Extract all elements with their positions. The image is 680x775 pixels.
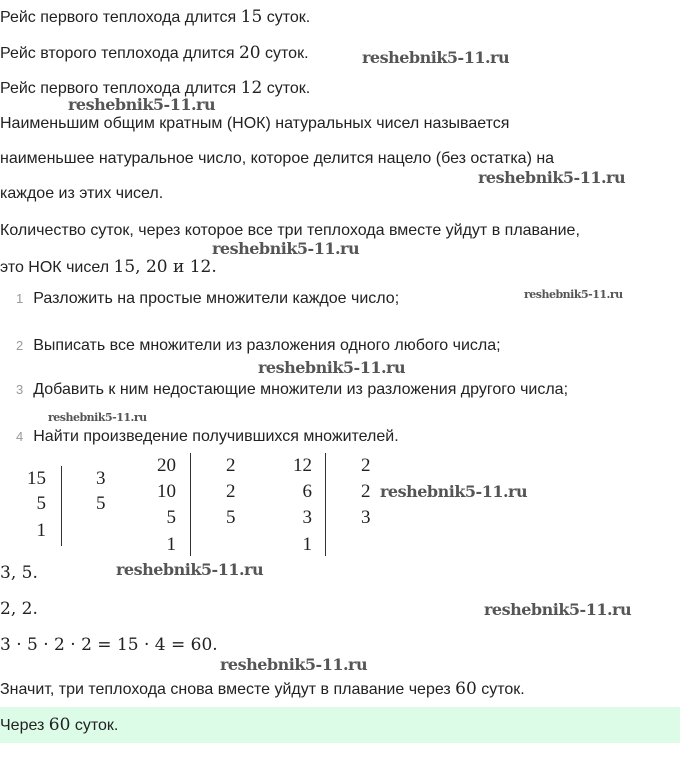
divider-line: [61, 466, 62, 546]
step-number: 4: [16, 429, 24, 444]
factor-cell: 20: [157, 455, 176, 476]
step-2: [16, 336, 501, 356]
text: суток.: [476, 681, 525, 698]
factor-cell: 5: [96, 493, 106, 514]
divider-line: [190, 453, 191, 556]
math-line-2: 2, 2.: [0, 599, 38, 619]
watermark: reshebnik5-11.ru: [116, 560, 264, 579]
math-line-3: 3 · 5 · 2 · 2 = 15 · 4 = 60.: [0, 635, 218, 655]
step-1: [16, 289, 399, 309]
step-text: Выписать все множители из разложения одного любого числа;: [33, 337, 501, 354]
text: Рейс второго теплохода длится: [0, 45, 239, 62]
paragraph-2: [0, 43, 309, 64]
answer: [0, 715, 118, 736]
watermark: reshebnik5-11.ru: [48, 411, 147, 424]
paragraph-5: наименьшее натуральное число, которое делится нацело (без остатка) на: [0, 150, 555, 167]
numbers: 15, 20 и 12.: [113, 257, 217, 277]
text: Через: [0, 717, 49, 734]
factor-cell: 2: [226, 481, 236, 502]
factor-cell: 12: [293, 455, 312, 476]
step-number: 1: [16, 291, 24, 306]
watermark: reshebnik5-11.ru: [258, 358, 406, 377]
number: 12: [240, 78, 263, 98]
watermark: reshebnik5-11.ru: [380, 482, 528, 501]
step-4: [16, 427, 399, 447]
factor-cell: 15: [27, 468, 46, 489]
text: это НОК чисел: [0, 259, 114, 276]
factor-cell: 6: [302, 481, 312, 502]
divider-line: [325, 453, 326, 556]
factor-cell: 3: [361, 507, 371, 528]
step-number: 2: [16, 338, 24, 353]
factor-cell: 10: [157, 481, 176, 502]
factor-cell: 5: [166, 507, 176, 528]
paragraph-6: каждое из этих чисел.: [0, 185, 164, 202]
conclusion: [0, 679, 525, 700]
number: 15: [240, 7, 263, 27]
watermark: reshebnik5-11.ru: [484, 600, 632, 619]
text: суток.: [260, 45, 309, 62]
paragraph-8: [0, 257, 217, 278]
paragraph-4: Наименьшим общим кратным (НОК) натуральных чисел называется: [0, 115, 510, 132]
paragraph-1: [0, 7, 310, 28]
number: 60: [455, 679, 477, 699]
factor-cell: 1: [302, 534, 312, 555]
factor-cell: 2: [361, 481, 371, 502]
math-line-1: 3, 5.: [0, 563, 38, 583]
watermark: reshebnik5-11.ru: [220, 655, 368, 674]
text: Рейс первого теплохода длится: [0, 9, 241, 26]
factor-cell: 5: [226, 507, 236, 528]
factor-cell: 3: [96, 468, 106, 489]
text: Рейс первого теплохода длится: [0, 80, 241, 97]
step-text: Разложить на простые множители каждое число;: [33, 290, 400, 307]
step-3: [16, 380, 568, 400]
step-number: 3: [16, 382, 24, 397]
number: 60: [48, 715, 71, 735]
number: 20: [238, 43, 261, 63]
answer-box: [0, 707, 680, 743]
text: Значит, три теплохода снова вместе уйдут в плавание через: [0, 681, 456, 698]
factor-cell: 3: [302, 507, 312, 528]
step-text: Добавить к ним недостающие множители из разложения другого числа;: [33, 381, 569, 398]
factor-cell: 2: [361, 455, 371, 476]
text: суток.: [262, 9, 311, 26]
text: суток.: [262, 80, 311, 97]
watermark: reshebnik5-11.ru: [362, 48, 510, 67]
watermark: reshebnik5-11.ru: [212, 239, 360, 258]
text: суток.: [70, 717, 119, 734]
watermark: reshebnik5-11.ru: [524, 288, 623, 301]
factor-cell: 1: [36, 520, 46, 541]
step-text: Найти произведение получившихся множителей.: [33, 428, 399, 445]
factor-cell: 5: [36, 493, 46, 514]
watermark: reshebnik5-11.ru: [478, 168, 626, 187]
factor-cell: 2: [226, 455, 236, 476]
watermark: reshebnik5-11.ru: [68, 95, 216, 114]
factor-cell: 1: [166, 534, 176, 555]
paragraph-7: Количество суток, через которое все три теплохода вместе уйдут в плавание,: [0, 222, 580, 239]
